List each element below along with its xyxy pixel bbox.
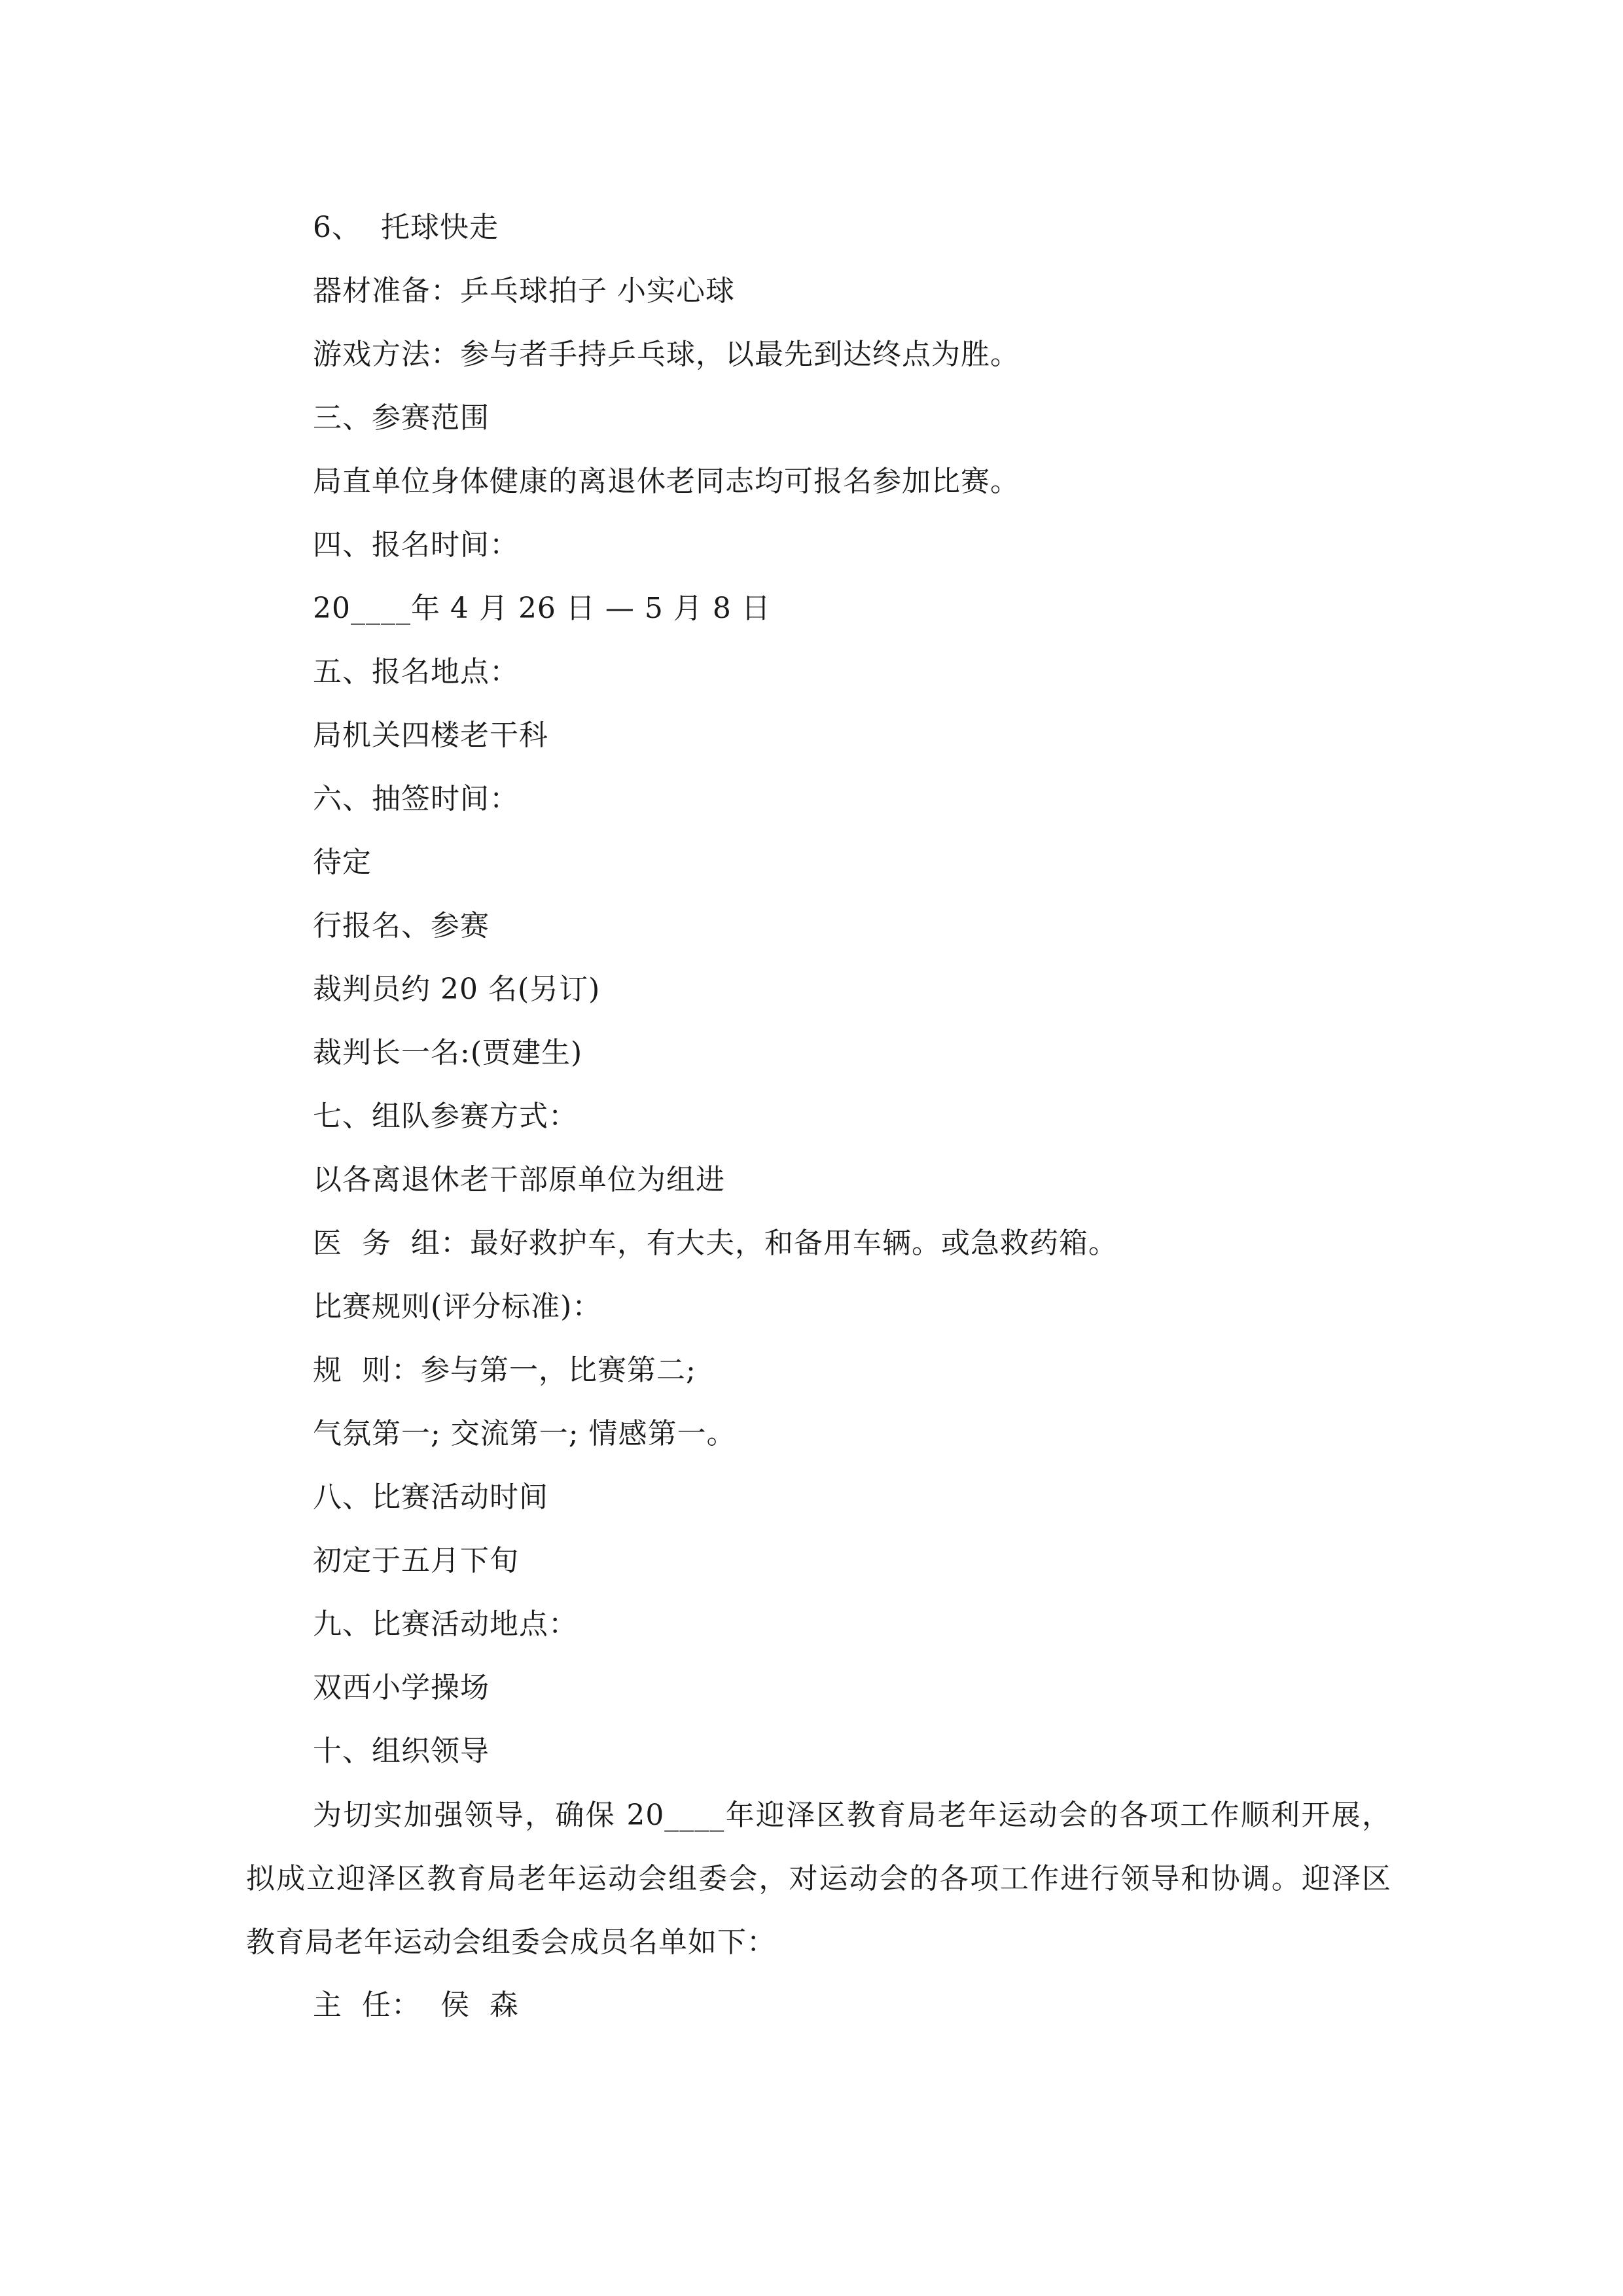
- text-line: 局直单位身体健康的离退休老同志均可报名参加比赛。: [313, 465, 1020, 498]
- text-line: 6、 托球快走: [313, 211, 499, 244]
- text-line: 局机关四楼老干科: [313, 719, 548, 752]
- text-line: 气氛第一; 交流第一; 情感第一。: [313, 1417, 736, 1450]
- text-line: 裁判长一名:(贾建生): [313, 1036, 583, 1069]
- text-line: 双西小学操场: [313, 1671, 490, 1704]
- section-heading: 四、报名时间：: [313, 528, 519, 562]
- text-line: 初定于五月下旬: [313, 1544, 519, 1577]
- section-heading: 十、组织领导: [313, 1734, 490, 1768]
- text-line: 医 务 组：最好救护车，有大夫，和备用车辆。或急救药箱。: [313, 1227, 1118, 1260]
- text-line: 器材准备：乒乓球拍子 小实心球: [313, 274, 735, 308]
- section-heading: 七、组队参赛方式：: [313, 1100, 578, 1133]
- section-heading: 五、报名地点：: [313, 655, 519, 689]
- section-heading: 六、抽签时间：: [313, 782, 519, 816]
- text-line: 比赛规则(评分标准)：: [313, 1290, 602, 1323]
- text-line: 主 任： 侯 森: [313, 1988, 519, 2022]
- section-heading: 九、比赛活动地点：: [313, 1607, 578, 1641]
- text-line: 行报名、参赛: [313, 909, 490, 942]
- text-line: 待定: [313, 846, 372, 879]
- text-line: 规 则：参与第一，比赛第二;: [313, 1354, 696, 1387]
- section-heading: 三、参赛范围: [313, 401, 490, 435]
- text-line: 20____年 4 月 26 日 — 5 月 8 日: [313, 592, 771, 625]
- text-line: 裁判员约 20 名(另订): [313, 973, 601, 1006]
- text-line: 以各离退休老干部原单位为组进: [313, 1163, 725, 1196]
- text-line: 游戏方法：参与者手持乒乓球，以最先到达终点为胜。: [313, 338, 1020, 371]
- section-heading: 八、比赛活动时间: [313, 1480, 548, 1514]
- body-paragraph: 为切实加强领导，确保 20____年迎泽区教育局老年运动会的各项工作顺利开展，拟成立迎泽区教育局老年运动会组委会，对运动会的各项工作进行领导和协调。迎泽区教育局老年运动会组委会成员名单如下：: [246, 1799, 1391, 1959]
